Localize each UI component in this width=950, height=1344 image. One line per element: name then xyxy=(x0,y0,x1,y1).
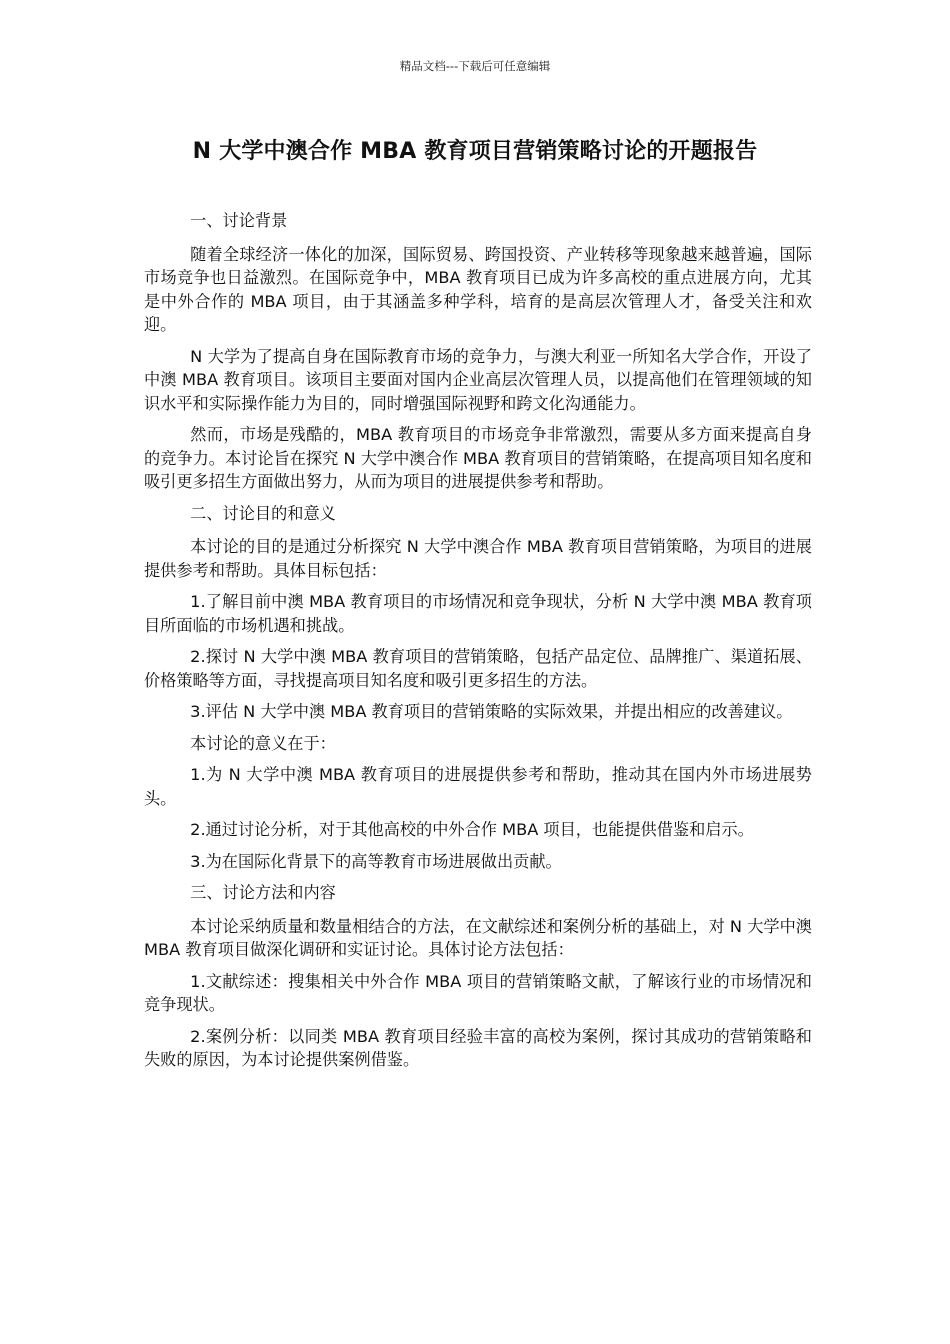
list-item: 2.通过讨论分析，对于其他高校的中外合作 MBA 项目，也能提供借鉴和启示。 xyxy=(190,820,754,839)
list-item: 1.文献综述：搜集相关中外合作 MBA 项目的营销策略文献，了解该行业的市场情况和竞争现状。 xyxy=(144,971,812,1014)
list-item: 2.探讨 N 大学中澳 MBA 教育项目的营销策略，包括产品定位、品牌推广、渠道拓展、价格策略等方面，寻找提高项目知名度和吸引更多招生的方法。 xyxy=(144,647,812,690)
list-item: 3.为在国际化背景下的高等教育市场进展做出贡献。 xyxy=(190,851,562,871)
document-title: N 大学中澳合作 MBA 教育项目营销策略讨论的开题报告 xyxy=(192,139,758,164)
paragraph: 本讨论采纳质量和数量相结合的方法，在文献综述和案例分析的基础上，对 N 大学中澳 MBA 教育项目做深化调研和实证讨论。具体讨论方法包括： xyxy=(144,916,812,959)
section-heading-methods: 三、讨论方法和内容 xyxy=(190,883,336,902)
list-item: 1.了解目前中澳 MBA 教育项目的市场情况和竞争现状，分析 N 大学中澳 MBA 教育项目所面临的市场机遇和挑战。 xyxy=(144,592,812,635)
page-header: 精品文档---下载后可任意编辑 xyxy=(399,59,551,73)
paragraph: N 大学为了提高自身在国际教育市场的竞争力，与澳大利亚一所知名大学合作，开设了中澳 MBA 教育项目。该项目主要面对国内企业高层次管理人员，以提高他们在管理领域的知识水平和实际操作能力为目的，同时增强国际视野和跨文化沟通能力。 xyxy=(144,346,812,413)
paragraph: 本讨论的意义在于： xyxy=(190,733,336,753)
paragraph: 随着全球经济一体化的加深，国际贸易、跨国投资、产业转移等现象越来越普遍，国际市场竞争也日益激烈。在国际竞争中，MBA 教育项目已成为许多高校的重点进展方向，尤其是中外合作的 MBA 项目，由于其涵盖多种学科，培育的是高层次管理人才，备受关注和欢迎。 xyxy=(144,244,812,334)
list-item: 1.为 N 大学中澳 MBA 教育项目的进展提供参考和帮助，推动其在国内外市场进展势头。 xyxy=(144,765,812,808)
paragraph: 然而，市场是残酷的，MBA 教育项目的市场竞争非常激烈，需要从多方面来提高自身的竞争力。本讨论旨在探究 N 大学中澳合作 MBA 教育项目的营销策略，在提高项目知名度和吸引更多招生方面做出努力，从而为项目的进展提供参考和帮助。 xyxy=(144,425,812,491)
document-body xyxy=(144,209,812,1080)
paragraph: 本讨论的目的是通过分析探究 N 大学中澳合作 MBA 教育项目营销策略，为项目的进展提供参考和帮助。具体目标包括： xyxy=(144,537,812,580)
section-heading-purpose: 二、讨论目的和意义 xyxy=(190,503,336,523)
list-item: 3.评估 N 大学中澳 MBA 教育项目的营销策略的实际效果，并提出相应的改善建议。 xyxy=(190,702,793,721)
section-heading-background: 一、讨论背景 xyxy=(190,211,288,230)
list-item: 2.案例分析：以同类 MBA 教育项目经验丰富的高校为案例，探讨其成功的营销策略和失败的原因，为本讨论提供案例借鉴。 xyxy=(144,1026,812,1069)
